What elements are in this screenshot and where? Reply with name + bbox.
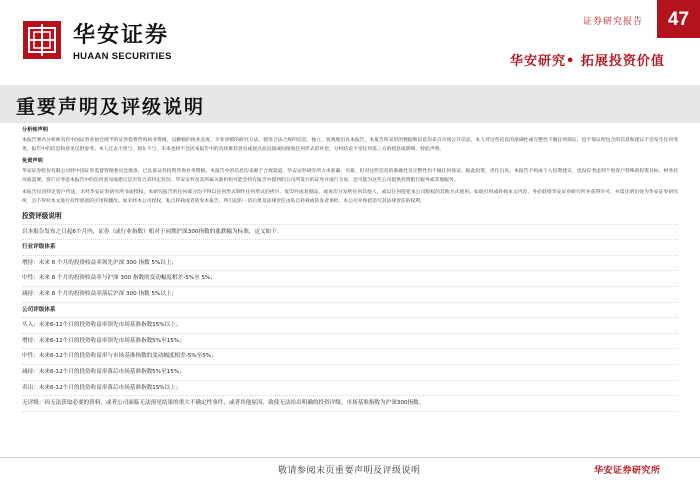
slogan: 华安研究• 拓展投资价值 xyxy=(510,54,665,69)
industry-rating-item: 减持：未来 6 个月的投资收益率落后沪深 300 指数 5%以上； xyxy=(22,287,678,303)
report-type-label: 证券研究报告 xyxy=(583,17,644,27)
rating-heading: 投资评级说明 xyxy=(22,209,678,225)
analyst-statement-text: 本报告署名分析师具有中国证券业协会授予的证券投资咨询执业资格，以勤勉的执业态度、专业审慎的研究方法，使用合法合规的信息，独立、客观地出具本报告，本报告所采用的数据和信息均来自市场公开信息，本人对这些信息的准确性或完整性不做任何保证，也不保证所包含的信息和建议不会发生任何变更。报告中的信息和意见仅供参考。本人过去不曾与、现在不与、未来也将不会因本报告中的具体推荐意见或观点而直接或间接收任何形式的补偿，分析结论不受任何第三方的授意或影响，特此声明。 xyxy=(22,138,678,152)
footer-note: 敬请参阅末页重要声明及评级说明 xyxy=(278,466,421,476)
footer-brand: 华安证券研究所 xyxy=(594,466,661,476)
company-rating-item: 无评级：因无法获取必要的资料，或者公司面临无法预见结果的重大不确定性事件，或者其他原因，致使无法给出明确的投资评级。市场基准指数为沪深300指数。 xyxy=(22,396,678,412)
disclaimer-heading: 免责声明 xyxy=(22,158,43,164)
page-number-badge: 47 xyxy=(657,0,700,38)
logo-english-name: HUAAN SECURITIES xyxy=(73,51,172,62)
industry-rating-item: 增持：未来 6 个月的投资收益率领先沪深 300 指数 5%以上； xyxy=(22,256,678,272)
huaan-logo-icon xyxy=(23,21,61,59)
page-title: 重要声明及评级说明 xyxy=(16,96,206,118)
footer-divider xyxy=(0,457,700,458)
document-body xyxy=(22,126,678,412)
industry-rating-item: 中性：未来 6 个月的投资收益率与沪深 300 指数的变动幅度相差-5%至 5%； xyxy=(22,271,678,287)
company-rating-heading: 公司评级体系 xyxy=(22,303,678,319)
disclaimer-text: 本报告仅向特定客户传送，未经华安证券研究所书面授权，本研究报告的任何部分均不得以任何形式制作任何形式的拷贝、复印件或复制品，或再次分发给任何其他人，或以任何侵犯本公司版权的其他方式使用。如欲引用或转载本文内容，务必联络华安证券研究所并获得许可，并需注明出处为华安证券研究所，且不得对本文进行有悖原意的引用和删改。如未经本公司授权，私自转载或者转发本报告，所引起的一切后果及法律责任由私自转载或转发者承担。本公司并保留追究其法律责任的权利。 xyxy=(22,190,678,204)
company-rating-item: 买入：未来6-12个月的投资收益率领先市场基准指数15%以上； xyxy=(22,318,678,334)
industry-rating-heading: 行业评级体系 xyxy=(22,240,678,256)
company-rating-item: 增持：未来6-12个月的投资收益率领先市场基准指数5%至15%； xyxy=(22,334,678,350)
company-rating-item: 减持：未来6-12个月的投资收益率落后市场基准指数5%至15%； xyxy=(22,365,678,381)
rating-intro: 以本报告发布之日起6个月内，证券（或行业指数）相对于同期沪深300指数的涨跌幅为标准，定义如下： xyxy=(22,225,678,241)
disclaimer-text: 华安证券股份有限公司经中国证券监督管理委员会批准，已具备证券投资咨询业务资格。本报告中的信息均来源于合规渠道，华安证券研究所力求准确、可靠，但对这些信息的准确性及完整性均不做任何保证，据此投资，责任自负。本报告不构成个人投资建议，也没有考虑到个别客户特殊的投资目标、财务状况或需要。客户应考虑本报告中的任何意见或建议是否符合其特定状况。华安证券及其所属关联机构可能会持有报告中提到的公司所发行的证券并进行交易，还可能为这些公司提供投资银行服务或其他服务。 xyxy=(22,169,678,183)
analyst-statement-heading: 分析师声明 xyxy=(22,127,48,133)
logo-chinese-name: 华安证券 xyxy=(73,22,170,48)
company-rating-item: 卖出：未来6-12个月的投资收益率落后市场基准指数15%以上； xyxy=(22,381,678,397)
company-rating-item: 中性：未来6-12个月的投资收益率与市场基准指数的变动幅度相差-5%至5%； xyxy=(22,349,678,365)
